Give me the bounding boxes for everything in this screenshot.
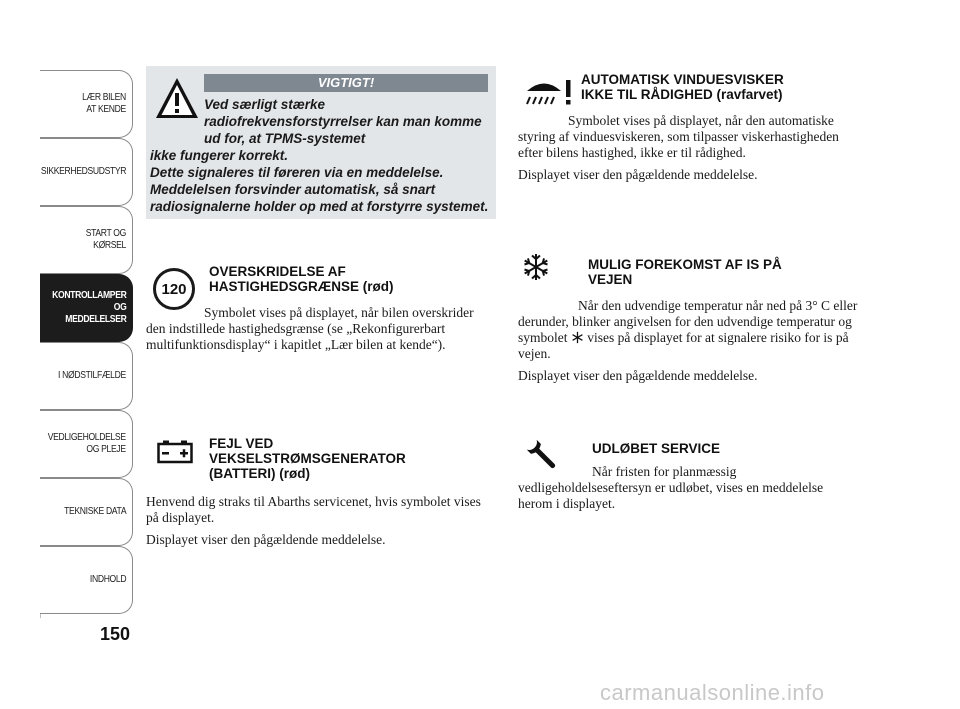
tab-label: KONTROLLAMPER OG MEDDELELSER <box>51 290 126 325</box>
tab-start-og-korsel[interactable] <box>40 206 133 274</box>
tab-i-nodstilfaelde[interactable] <box>40 342 133 410</box>
battery-section-body <box>146 494 496 548</box>
speed-section-title: OVERSKRIDELSE AF HASTIGHEDSGRÆNSE (rød) <box>209 264 394 294</box>
wiper-section-title: AUTOMATISK VINDUESVISKER IKKE TIL RÅDIGHED (ravfarvet) <box>581 72 784 102</box>
warning-line-2: Dette signaleres til føreren via en meddelelse. Meddelelsen forsvinder automatisk, så snart radiosignalerne holder op med at forstyrre systemet. <box>150 165 489 214</box>
battery-text-2: Displayet viser den pågældende meddelelse. <box>146 532 386 547</box>
tab-label: LÆR BILEN AT KENDE <box>82 92 126 115</box>
wiper-text-1: Symbolet vises på displayet, når den automatiske styring af vinduesviskeren, som tilpasser viskerhastigheden efter bilens hastighed, ikke er til rådighed. <box>518 113 839 160</box>
warning-box <box>146 66 496 219</box>
ice-title-wrap <box>588 257 868 287</box>
tab-label: START OG KØRSEL <box>85 228 126 251</box>
tab-label: SIKKERHEDSUDSTYR <box>40 166 126 177</box>
wiper-text-2: Displayet viser den pågældende meddelelse. <box>518 167 758 182</box>
watermark: carmanualsonline.info <box>600 680 825 705</box>
snowflake-icon <box>521 252 551 282</box>
snowflake-inline-icon <box>571 331 584 344</box>
speed-section-title-wrap <box>209 264 489 294</box>
battery-icon <box>157 440 193 464</box>
speed-section-text: Symbolet vises på displayet, når bilen overskrider den indstillede hastighedsgrænse (se „Rekonfigurerbart multifunktionsdisplay“ i kapitlet „Lær bilen at kende“). <box>146 305 474 352</box>
tab-laer-bilen[interactable] <box>40 70 133 138</box>
wiper-title-wrap <box>581 72 881 102</box>
tab-vedligeholdelse[interactable] <box>40 410 133 478</box>
ice-section-body <box>518 298 863 384</box>
warning-line-rest: ikke fungerer korrekt. <box>150 148 289 163</box>
service-section-text: Når fristen for planmæssig vedligeholdelseseftersyn er udløbet, vises en meddelelse herom i displayet. <box>518 464 824 511</box>
wiper-section-body <box>518 113 863 183</box>
ice-text-1b: vises på displayet for at signalere risiko for is på vejen. <box>518 330 849 361</box>
tab-label: VEDLIGEHOLDELSE OG PLEJE <box>47 432 126 455</box>
tab-indhold[interactable] <box>40 546 133 614</box>
tab-tekniske-data[interactable] <box>40 478 133 546</box>
ice-text-2: Displayet viser den pågældende meddelelse. <box>518 368 758 383</box>
tab-label: TEKNISKE DATA <box>63 506 126 517</box>
service-title-wrap <box>592 441 852 456</box>
speed-limit-badge-icon: 120 <box>153 268 195 310</box>
ice-text-1a: Når den udvendige temperatur når ned på 3° C eller derunder, blinker angivelsen for den udvendige temperatur og symbolet <box>518 298 858 345</box>
tab-label: INDHOLD <box>89 574 126 585</box>
warning-heading: VIGTIGT! <box>204 74 488 92</box>
warning-line-intro: Ved særligt stærke radiofrekvensforstyrrelser kan man komme ud for, at TPMS-systemet <box>204 97 482 146</box>
tab-sikkerhedsudstyr[interactable] <box>40 138 133 206</box>
wiper-rain-icon <box>524 77 574 107</box>
tab-label: I NØDSTILFÆLDE <box>58 370 126 381</box>
ice-section-title: MULIG FOREKOMST AF IS PÅ VEJEN <box>588 257 782 287</box>
page-number: 150 <box>100 624 131 644</box>
service-section-title: UDLØBET SERVICE <box>592 441 721 456</box>
battery-title-wrap <box>209 436 489 481</box>
ice-text-1 <box>518 298 863 362</box>
battery-text-1: Henvend dig straks til Abarths servicenet, hvis symbolet vises på displayet. <box>146 494 481 525</box>
warning-text <box>150 96 492 215</box>
battery-section-title: FEJL VED VEKSELSTRØMSGENERATOR (BATTERI) (rød) <box>209 436 406 481</box>
tab-kontrollamper[interactable] <box>40 274 133 342</box>
